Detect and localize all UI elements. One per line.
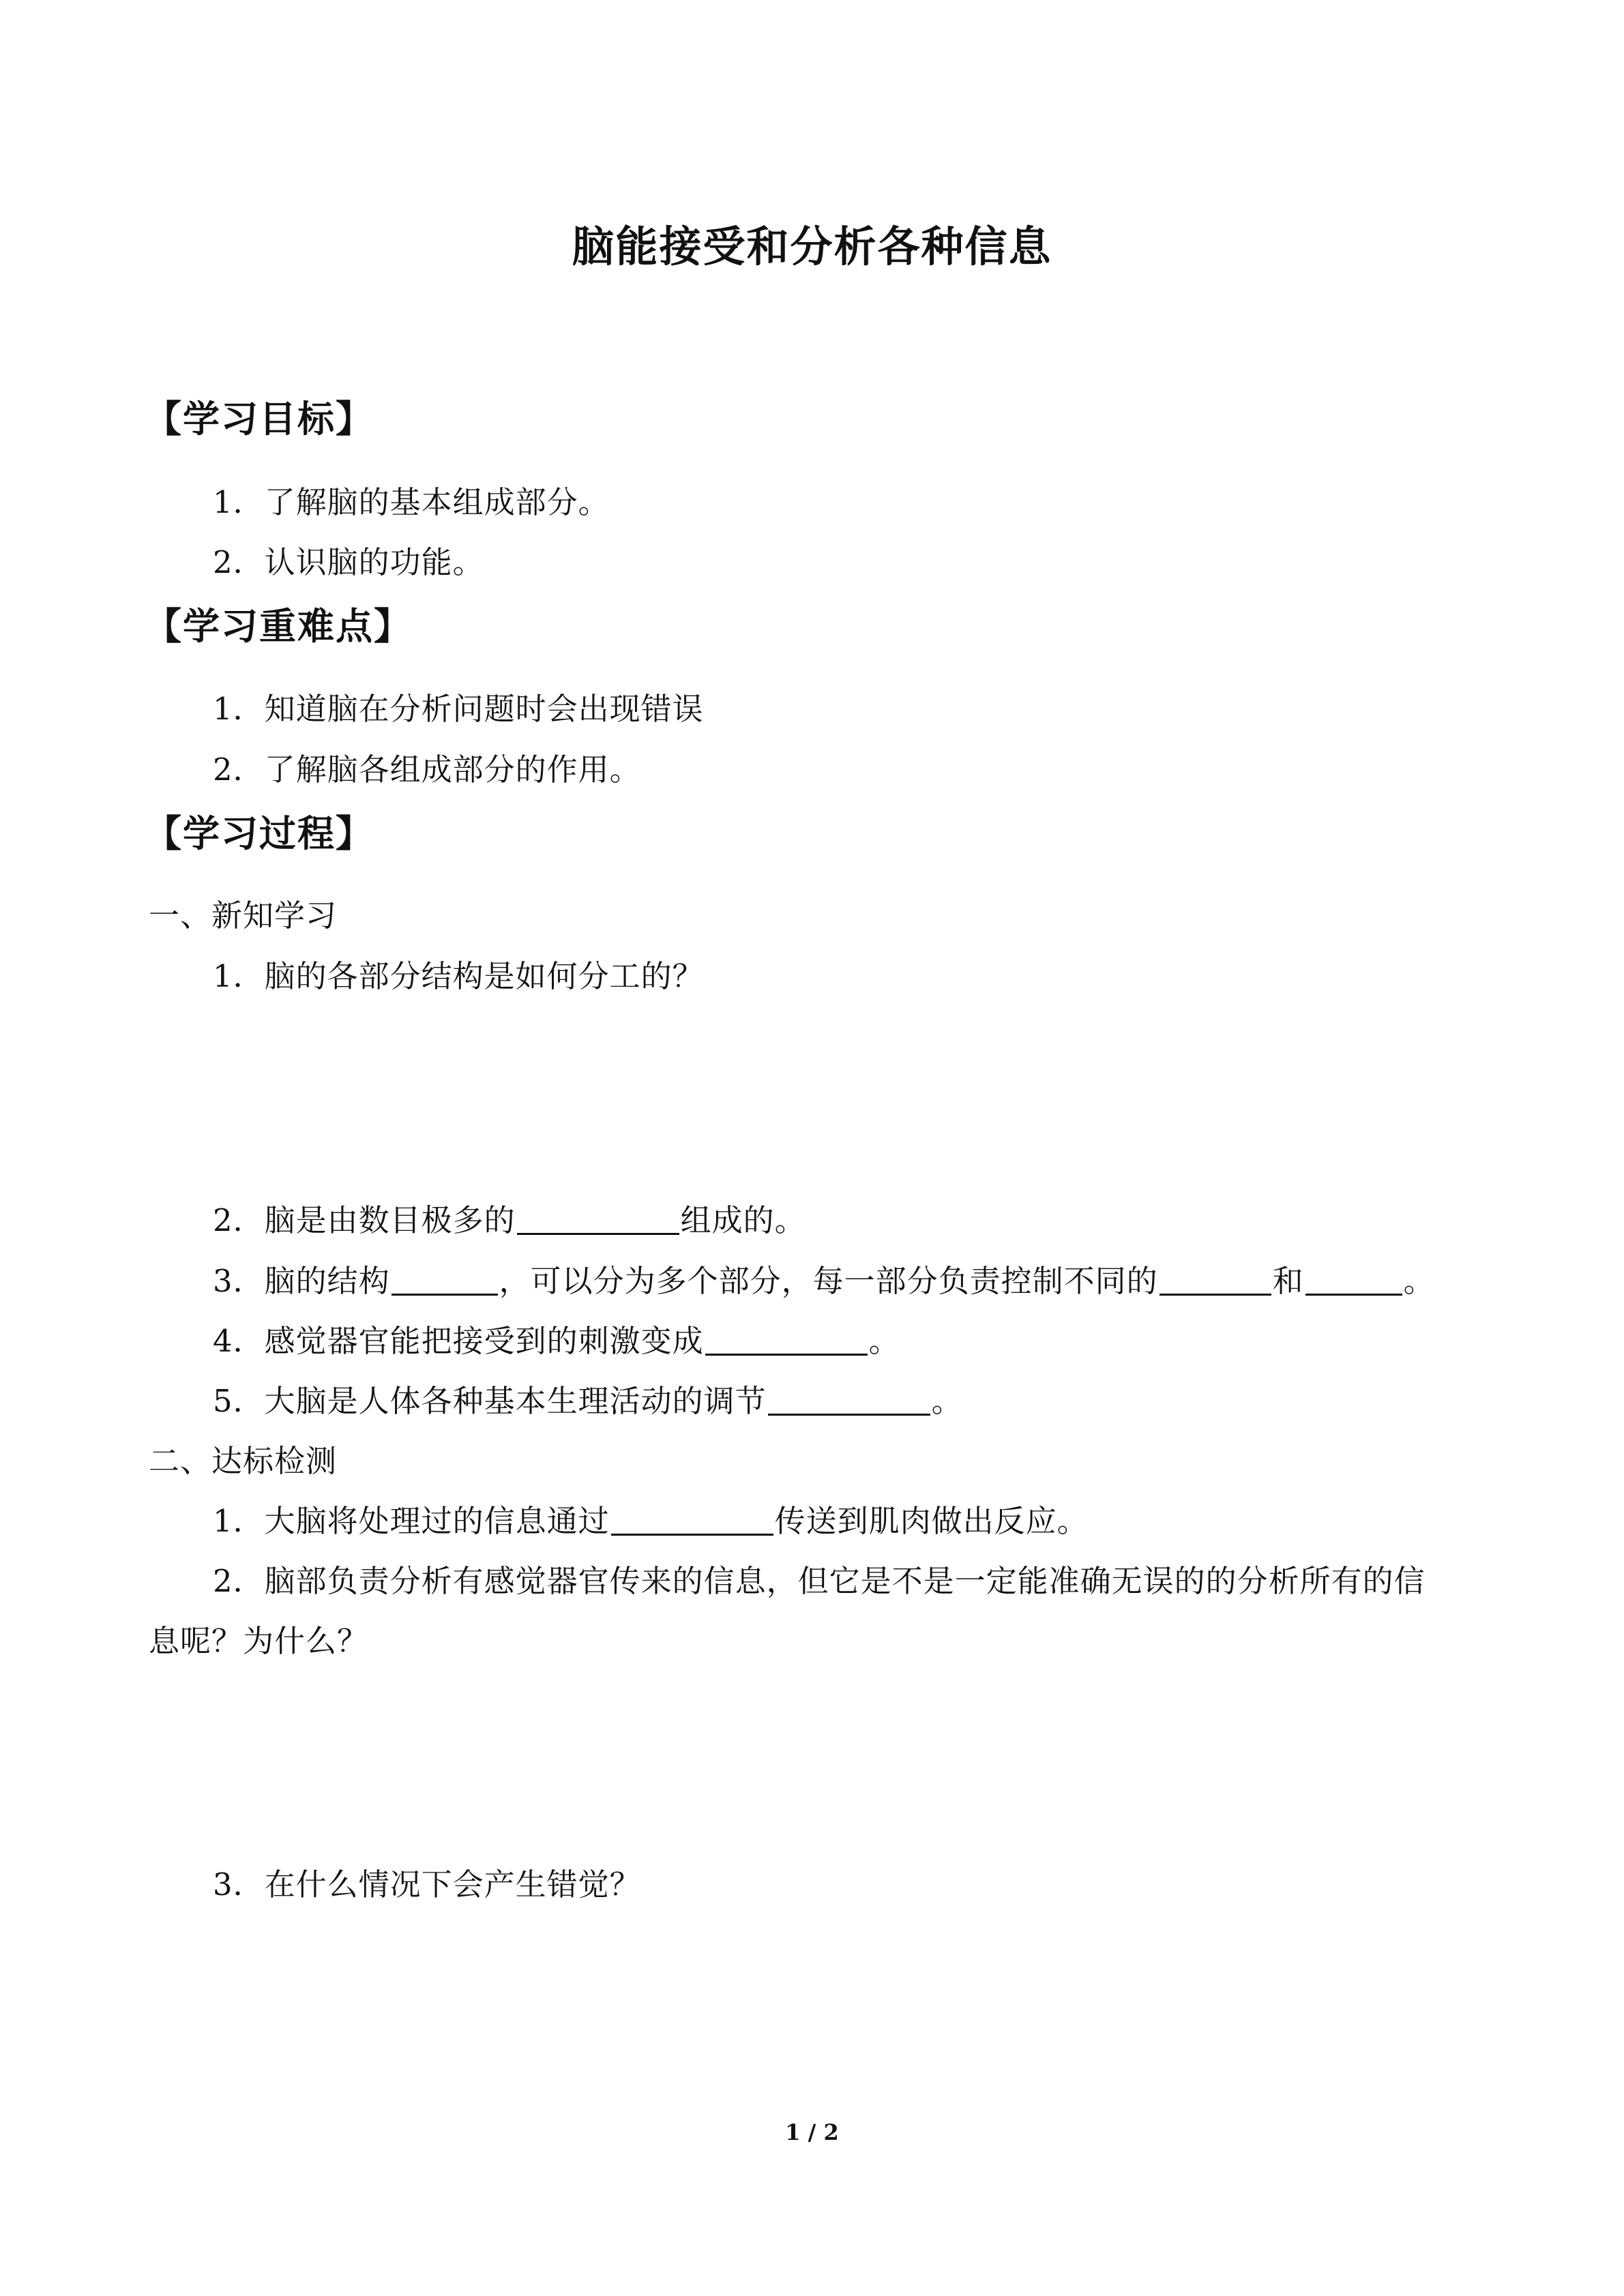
section-heading-objectives: 【学习目标】: [145, 397, 374, 441]
question-1: 1．脑的各部分结构是如何分工的？: [213, 958, 704, 994]
section-heading-process: 【学习过程】: [145, 811, 374, 855]
answer-blank[interactable]: [1160, 1263, 1271, 1296]
question-text: 和: [1272, 1263, 1304, 1299]
section-heading-key-points: 【学习重难点】: [145, 604, 412, 648]
assessment-question-2-line-2: 息呢？为什么？: [149, 1623, 369, 1659]
key-point-item: 2．了解脑各组成部分的作用。: [213, 751, 641, 788]
answer-blank[interactable]: [705, 1323, 868, 1356]
page-title: 脑能接受和分析各种信息: [572, 222, 1052, 271]
part-label-new-knowledge: 一、新知学习: [149, 897, 338, 934]
answer-blank[interactable]: [392, 1263, 498, 1296]
question-text: 。: [868, 1323, 900, 1359]
question-text: 组成的。: [680, 1202, 806, 1238]
part-label-assessment: 二、达标检测: [149, 1443, 338, 1479]
question-text: 3．脑的结构: [213, 1263, 390, 1299]
objective-item: 1．了解脑的基本组成部分。: [213, 484, 610, 520]
assessment-question-1: [213, 1496, 1089, 1540]
answer-blank[interactable]: [1305, 1263, 1402, 1296]
question-text: 2．脑是由数目极多的: [213, 1202, 516, 1238]
question-3: [213, 1256, 1435, 1300]
answer-blank[interactable]: [611, 1503, 773, 1536]
page-number: 1 / 2: [785, 2119, 839, 2145]
question-text: 。: [931, 1383, 963, 1419]
question-5: [213, 1376, 963, 1420]
question-text: 5．大脑是人体各种基本生理活动的调节: [213, 1383, 767, 1419]
question-text: 1．大脑将处理过的信息通过: [213, 1503, 610, 1539]
question-4: [213, 1316, 900, 1360]
answer-blank[interactable]: [768, 1383, 930, 1416]
question-text: 4．感觉器官能把接受到的刺激变成: [213, 1323, 704, 1359]
objective-item: 2．认识脑的功能。: [213, 544, 484, 580]
assessment-question-3: 3．在什么情况下会产生错觉？: [213, 1866, 641, 1903]
question-text: ，可以分为多个部分，每一部分负责控制不同的: [499, 1263, 1158, 1299]
answer-blank[interactable]: [517, 1202, 679, 1235]
question-text: 。: [1403, 1263, 1435, 1299]
question-text: 传送到肌肉做出反应。: [774, 1503, 1089, 1539]
assessment-question-2-line-1: 2．脑部负责分析有感觉器官传来的信息，但它是不是一定能准确无误的的分析所有的信: [213, 1563, 1426, 1599]
question-2: [213, 1195, 806, 1240]
key-point-item: 1．知道脑在分析问题时会出现错误: [213, 691, 704, 727]
